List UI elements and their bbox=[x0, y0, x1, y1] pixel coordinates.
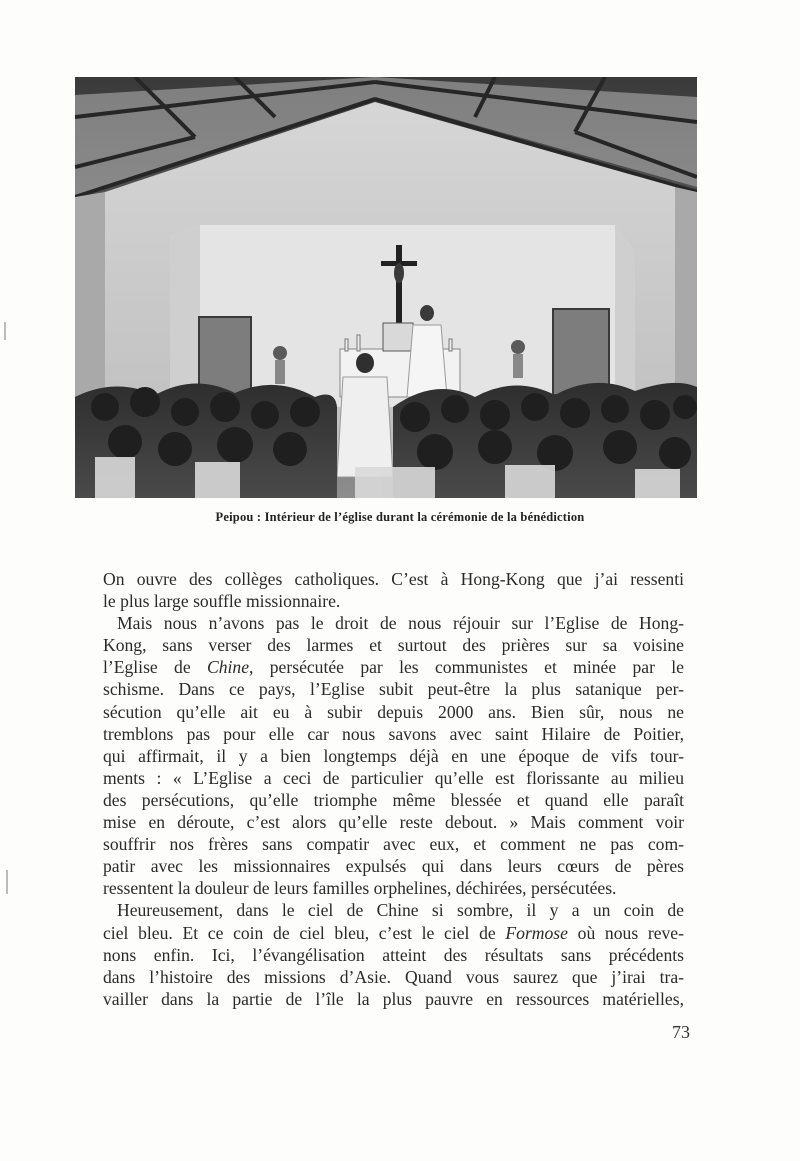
text-line: On ouvre des collèges catholiques. C’est à Hong-Kong que j’ai ressenti bbox=[103, 569, 684, 589]
text-line: Heureusement, dans le ciel de Chine si sombre, il y a un coin de bbox=[117, 900, 684, 921]
page-number: 73 bbox=[672, 1022, 690, 1042]
photo-caption: Peipou : Intérieur de l’église durant la cérémonie de la bénédiction bbox=[215, 510, 585, 524]
margin-mark-bottom bbox=[6, 870, 8, 894]
text-line: des persécutions, qu’elle triomphe même blessée et quand elle paraît bbox=[103, 789, 684, 810]
margin-mark-top bbox=[4, 322, 6, 340]
text-line: qui affirmait, il y a bien longtemps déjà en une époque de vifs tour- bbox=[103, 745, 684, 766]
text-line: patir avec les missionnaires expulsés qui dans leurs cœurs de pères bbox=[103, 856, 684, 877]
text-line: ressentent la douleur de leurs familles orphelines, déchirées, persécutées. bbox=[103, 878, 617, 899]
text-line: dans l’histoire des missions d’Asie. Quand vous saurez que j’irai tra- bbox=[103, 966, 684, 987]
church-ceremony-photo bbox=[75, 77, 697, 498]
text-line: sécution qu’elle ait eu à subir depuis 2000 ans. Bien sûr, nous ne bbox=[103, 701, 684, 722]
text-line: Kong, sans verser des larmes et surtout des prières sur sa voisine bbox=[103, 635, 684, 656]
text-line-italic: ciel bleu. Et ce coin de ciel bleu, c’est le ciel de Formose où nous reve- bbox=[103, 922, 684, 943]
text-line: le plus large souffle missionnaire. bbox=[103, 591, 341, 612]
text-line: tremblons pas pour elle car nous savons avec saint Hilaire de Poitier, bbox=[103, 723, 684, 744]
text-line: nons enfin. Ici, l’évangélisation atteint des résultats sans précédents bbox=[103, 944, 684, 965]
text-line: ments : « L’Eglise a ceci de particulier qu’elle est florissante au milieu bbox=[103, 767, 684, 788]
body-text bbox=[103, 568, 684, 1010]
text-line: mise en déroute, c’est alors qu’elle reste debout. » Mais comment voir bbox=[103, 812, 684, 833]
text-line: souffrir nos frères sans compatir avec eux, et comment ne pas com- bbox=[103, 834, 684, 855]
text-line: schisme. Dans ce pays, l’Eglise subit peut-être la plus satanique per- bbox=[103, 679, 684, 700]
text-line-italic: l’Eglise de Chine, persécutée par les communistes et minée par le bbox=[103, 657, 684, 678]
photo-drawing bbox=[75, 77, 697, 498]
text-line: Mais nous n’avons pas le droit de nous réjouir sur l’Eglise de Hong- bbox=[117, 613, 684, 634]
text-line: vailler dans la partie de l’île la plus pauvre en ressources matérielles, bbox=[103, 988, 684, 1009]
